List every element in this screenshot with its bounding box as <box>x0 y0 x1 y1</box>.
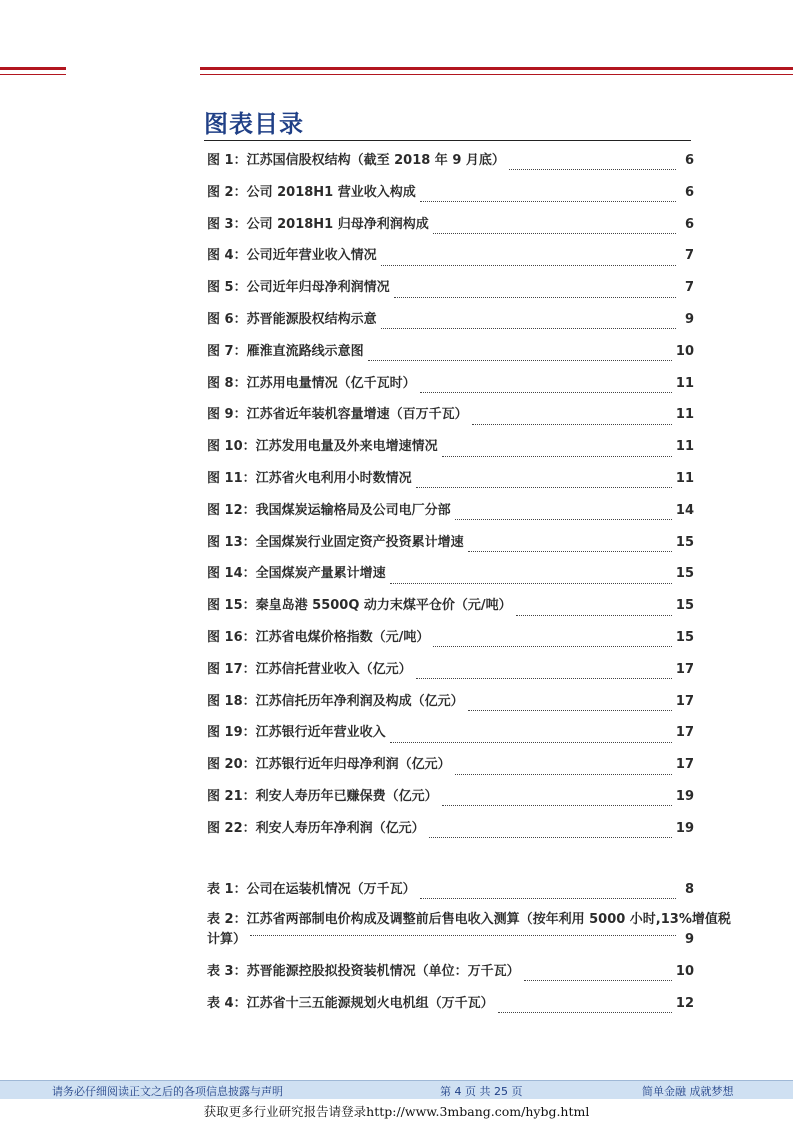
toc-entry-page: 7 <box>684 280 694 296</box>
toc-leader-dots <box>468 551 672 552</box>
toc-entry-page: 19 <box>675 788 694 804</box>
toc-leader-dots <box>455 774 672 775</box>
footer-slogan: 简单金融 成就梦想 <box>642 1085 734 1098</box>
toc-entry-label: 图 1：江苏国信股权结构（截至 2018 年 9 月底） <box>207 153 505 168</box>
toc-entry-label: 图 8：江苏用电量情况（亿千瓦时） <box>207 375 416 391</box>
figure-entry[interactable] <box>207 658 694 690</box>
toc-entry-page: 11 <box>675 439 694 455</box>
toc-leader-dots <box>455 519 672 520</box>
toc-entry-label: 图 14：全国煤炭产量累计增速 <box>207 566 386 582</box>
figure-entry[interactable] <box>207 531 694 563</box>
toc-entry-label: 图 13：全国煤炭行业固定资产投资累计增速 <box>207 534 464 550</box>
toc-entry-page: 10 <box>675 343 694 359</box>
toc-entry-label: 图 7：雁淮直流路线示意图 <box>207 343 364 359</box>
toc-entry-label: 图 21：利安人寿历年已赚保费（亿元） <box>207 788 438 804</box>
figure-entry[interactable] <box>207 721 694 753</box>
figure-entry[interactable] <box>207 181 694 213</box>
figure-entry[interactable] <box>207 340 694 372</box>
toc-leader-dots <box>442 805 672 806</box>
toc-leader-dots <box>416 678 672 679</box>
figure-entry[interactable] <box>207 435 694 467</box>
toc-entry-label: 图 12：我国煤炭运输格局及公司电厂分部 <box>207 502 451 518</box>
toc-entry-page: 6 <box>684 153 694 168</box>
toc-entry-page: 6 <box>684 184 694 200</box>
table-entry[interactable] <box>207 992 694 1024</box>
toc-entry-page: 17 <box>675 661 694 677</box>
toc-leader-dots <box>433 233 676 234</box>
toc-leader-dots <box>390 583 672 584</box>
figure-entry[interactable] <box>207 467 694 499</box>
toc-leader-dots <box>509 169 676 170</box>
figure-entry[interactable] <box>207 499 694 531</box>
toc-entry-page: 6 <box>684 216 694 232</box>
table-entry[interactable] <box>207 910 731 950</box>
toc-leader-dots <box>390 742 672 743</box>
footer-note: 获取更多行业研究报告请登录http://www.3mbang.com/hybg.html <box>203 1104 590 1119</box>
toc-leader-dots <box>498 1012 672 1013</box>
toc-entry-label: 图 9：江苏省近年装机容量增速（百万千瓦） <box>207 407 468 423</box>
figure-entry[interactable] <box>207 626 694 658</box>
header-rule-right-bottom <box>200 74 793 75</box>
toc-leader-dots <box>442 456 672 457</box>
footer-band <box>0 1080 793 1099</box>
toc-entry-page: 9 <box>684 311 694 327</box>
toc-leader-dots <box>524 980 672 981</box>
toc-leader-dots <box>250 935 676 936</box>
toc-entry-page: 17 <box>675 757 694 773</box>
toc-entry-page: 15 <box>675 598 694 614</box>
toc-entry-label: 表 2：江苏省两部制电价构成及调整前后售电收入测算（按年利用 5000 小时,13%增值税 <box>207 911 731 927</box>
toc-entry-label: 图 18：江苏信托历年净利润及构成（亿元） <box>207 693 464 709</box>
toc-leader-dots <box>516 615 672 616</box>
toc-leader-dots <box>416 487 672 488</box>
figure-entry[interactable] <box>207 403 694 435</box>
toc-entry-page: 11 <box>675 375 694 391</box>
toc-leader-dots <box>420 201 676 202</box>
page-title: 图表目录 <box>204 110 304 138</box>
figure-entry[interactable] <box>207 594 694 626</box>
figure-entry[interactable] <box>207 562 694 594</box>
figure-entry[interactable] <box>207 308 694 340</box>
toc-entry-label: 图 2：公司 2018H1 营业收入构成 <box>207 184 416 200</box>
toc-entry-page: 9 <box>684 931 694 947</box>
toc-entry-label: 图 11：江苏省火电利用小时数情况 <box>207 470 412 486</box>
toc-leader-dots <box>420 392 672 393</box>
toc-entry-page: 8 <box>684 882 694 897</box>
toc-entry-label: 图 10：江苏发用电量及外来电增速情况 <box>207 439 438 455</box>
toc-entry-label: 图 17：江苏信托营业收入（亿元） <box>207 661 412 677</box>
figure-entry[interactable] <box>207 785 694 817</box>
header-rule-right-top <box>200 67 793 70</box>
table-entry[interactable] <box>207 960 694 992</box>
toc-leader-dots <box>368 360 672 361</box>
footer-page-number: 第 4 页 共 25 页 <box>440 1085 523 1098</box>
toc-entry-page: 12 <box>675 995 694 1011</box>
toc-entry-label: 图 15：秦皇岛港 5500Q 动力末煤平仓价（元/吨） <box>207 598 512 614</box>
toc-entry-page: 17 <box>675 693 694 709</box>
table-list <box>207 878 731 1023</box>
toc-leader-dots <box>394 297 676 298</box>
header-rule-left-top <box>0 67 66 70</box>
figure-entry[interactable] <box>207 753 694 785</box>
toc-entry-label: 图 5：公司近年归母净利润情况 <box>207 280 390 296</box>
header-rule-left-bottom <box>0 74 66 75</box>
title-underline <box>204 140 691 141</box>
toc-entry-page: 15 <box>675 629 694 645</box>
figure-entry[interactable] <box>207 213 694 245</box>
toc-leader-dots <box>468 710 672 711</box>
figure-entry[interactable] <box>207 817 694 849</box>
figure-list <box>207 149 694 849</box>
toc-entry-page: 15 <box>675 534 694 550</box>
toc-entry-page: 11 <box>675 470 694 486</box>
toc-entry-label: 表 3：苏晋能源控股拟投资装机情况（单位：万千瓦） <box>207 963 520 979</box>
toc-entry-label: 图 22：利安人寿历年净利润（亿元） <box>207 820 425 836</box>
toc-entry-page: 10 <box>675 963 694 979</box>
toc-entry-label: 图 19：江苏银行近年营业收入 <box>207 725 386 741</box>
toc-entry-label: 表 1：公司在运装机情况（万千瓦） <box>207 882 416 897</box>
figure-entry[interactable] <box>207 149 694 181</box>
toc-leader-dots <box>433 646 672 647</box>
toc-entry-label: 图 20：江苏银行近年归母净利润（亿元） <box>207 757 451 773</box>
figure-entry[interactable] <box>207 244 694 276</box>
footer-disclaimer: 请务必仔细阅读正文之后的各项信息披露与声明 <box>52 1085 283 1098</box>
toc-leader-dots <box>429 837 672 838</box>
toc-entry-page: 14 <box>675 502 694 518</box>
toc-leader-dots <box>420 898 676 899</box>
toc-entry-page: 7 <box>684 248 694 264</box>
toc-entry-page: 19 <box>675 820 694 836</box>
toc-entry-page: 15 <box>675 566 694 582</box>
table-entry[interactable] <box>207 878 694 910</box>
figure-entry[interactable] <box>207 372 694 404</box>
toc-entry-label: 图 16：江苏省电煤价格指数（元/吨） <box>207 629 430 645</box>
figure-entry[interactable] <box>207 276 694 308</box>
toc-entry-label: 图 4：公司近年营业收入情况 <box>207 248 377 264</box>
toc-leader-dots <box>381 328 676 329</box>
toc-entry-label: 图 3：公司 2018H1 归母净利润构成 <box>207 216 429 232</box>
toc-entry-page: 11 <box>675 407 694 423</box>
toc-entry-page: 17 <box>675 725 694 741</box>
figure-entry[interactable] <box>207 690 694 722</box>
toc-leader-dots <box>381 265 676 266</box>
toc-leader-dots <box>472 424 672 425</box>
toc-entry-label: 表 4：江苏省十三五能源规划火电机组（万千瓦） <box>207 995 494 1011</box>
toc-entry-label: 图 6：苏晋能源股权结构示意 <box>207 311 377 327</box>
toc-entry-label-cont: 计算） <box>207 931 247 947</box>
